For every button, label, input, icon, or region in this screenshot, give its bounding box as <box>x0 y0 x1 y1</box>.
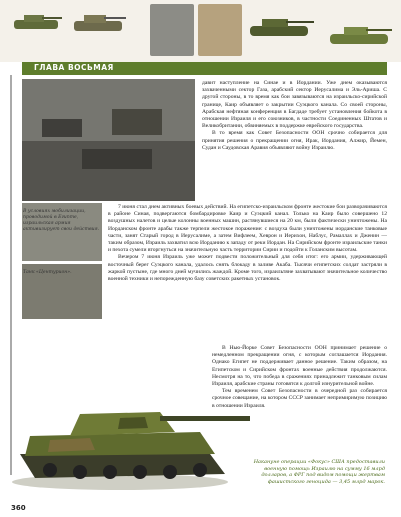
tank-icon <box>8 10 64 34</box>
header-strip <box>0 0 401 62</box>
photo-caption: В условиях мобилизации, проводимой в Египте, израильская армия активизирует свои действия. <box>23 209 100 232</box>
paragraph: В то время как Совет Безопасности ООН срочно собирается для принятия решения о прекращении огня, Ирак, Иордания, Алжир, Йемен, Судан и Саудовская Аравия объявляют войну Израилю. <box>202 130 387 151</box>
tank-icon <box>326 22 396 48</box>
text-column <box>202 80 387 152</box>
soldiers-photo <box>198 4 242 56</box>
battle-photo <box>22 79 195 201</box>
photo-caption: Танк «Центурион». <box>23 270 72 275</box>
paragraph: Вечером 7 июня Израиль уже может подвести положительный для себя итог: его армии, удерживающей восточный берег Суэцкого канала, удалось снять блокаду в заливе Акаба. Тысячи египетских солдат застряли в жаркой пустыне, где много дней мучились жаждой. Кроме того, израильтяне захватывают значительное количество военной техники и непорежденную базу советских ракетных установок. <box>108 254 387 283</box>
page-number: 360 <box>11 504 26 512</box>
paragraph: В Нью-Йорке Совет Безопасности ООН принимает решение о немедленном прекращении огня, с которым соглашается Иордания. Однако Египет не поддерживает данное решение. Таким образом, на Египетском и Сирийском фронтах военные действия продолжаются. Несмотря на то, что победа в сражениях принадлежит танковым силам Израиля, арабские страны готовятся к долгой изнурительной войне. <box>212 345 387 388</box>
tank-icon <box>246 12 316 40</box>
paragraph: давит наступление на Синае и в Иордании. Уже днем оказываются захваченными сектор Газа, арабский сектор Иерусалима и Эль-Ариша. С другой стороны, в то время как бои завязываются на израильско-сирийской границе, Каир объявляет о закрытии Суэцкого канала. Со своей стороны, Арабская нефтяная конференция в Багдаде требует установления бойкота в отношении Израиля и его союзников, в частности Соединенных Штатов и Великобритании, обвиняемых в поддержке еврейского государства. <box>202 80 387 130</box>
portrait-photo <box>150 4 194 56</box>
paragraph: 7 июня стал днем активных боевых действий. На египетско-израильском фронте жестокие бои разворачиваются в районе Синая, подвергаются бомбардировке Каир и Суэцкий канал. Только на Каир было совершено 12 воздушных налетов и целые колонны военных машин, растянувшиеся на 20 км, были фактически уничтожены. На Иорданском фронте арабы также терпели жестокое поражение: с воздуха были уничтожены иорданские танковые части, занят Старый город в Иерусалиме, а затем Вифлеем, Хеврон и Иерихон, Наблус, Рамаллах и Дженин — таким образом, Израиль захватил всю Иорданию к западу от реки Иордан. На Сирийском фронте израильские танки и пехота сумели вторгнуться на значительную часть территории Сирии и подойти к Голанским высотам. <box>108 204 387 254</box>
tank-caption: Накануне операции «Фокус» США предоставили военную помощь Израилю на сумму 16 млрд долларов, а ФРГ под видом помощи жертвам фашистского геноцида — 3,45 млрд марок. <box>253 459 385 485</box>
chapter-title: ГЛАВА ВОСЬМАЯ <box>34 63 114 72</box>
paragraph: Тем временем Совет Безопасности в очередной раз собирается срочное совещание, на котором СССР занимает непримиримую позицию в отношении Израиля. <box>212 388 387 409</box>
text-block <box>108 204 387 283</box>
main-battle-tank-illustration <box>10 374 250 494</box>
tank-icon <box>70 10 128 36</box>
